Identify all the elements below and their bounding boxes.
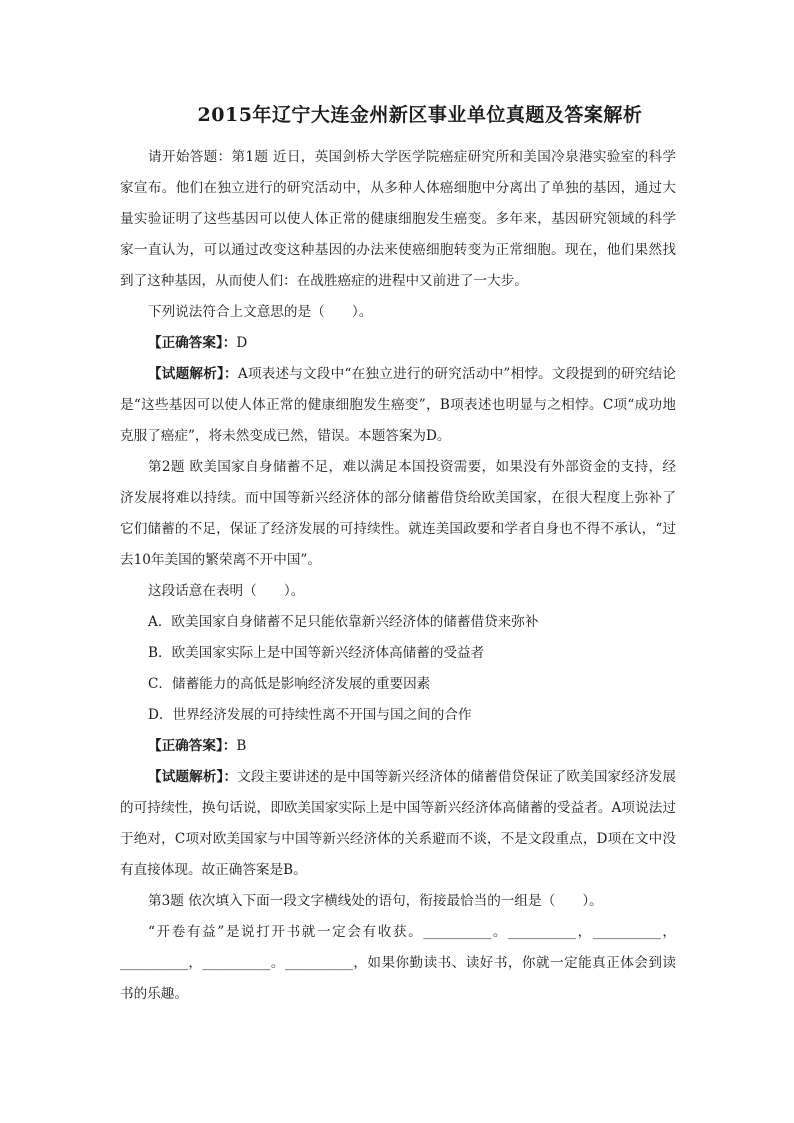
question-2-analysis: [120, 762, 676, 886]
question-1-answer: [120, 328, 676, 359]
question-2-prompt: 这段话意在表明（ ）。: [148, 583, 305, 599]
answer-value: B: [236, 738, 247, 754]
question-2-text: 欧美国家自身储蓄不足，难以满足本国投资需要，如果没有外部资金的支持，经济发展将难以持续。而中国等新兴经济体的部分储蓄借贷给欧美国家，在很大程度上弥补了它们储蓄的不足，保证了经济发展的可持续性。就连美国政要和学者自身也不得不承认，“过去10年美国的繁荣离不开中国”。: [120, 459, 676, 568]
question-1-analysis: [120, 359, 676, 452]
question-3-number: 第3题: [148, 893, 184, 909]
question-3-stem: [120, 886, 676, 917]
answer-value: D: [236, 335, 248, 351]
answer-label: 【正确答案】：: [148, 335, 237, 351]
analysis-label: 【试题解析】：: [148, 769, 238, 785]
analysis-text: 文段主要讲述的是中国等新兴经济体的储蓄借贷保证了欧美国家经济发展的可持续性，换句话说，即欧美国家实际上是中国等新兴经济体高储蓄的受益者。A项说法过于绝对，C项对欧美国家与中国等新兴经济体的关系避而不谈，不是文段重点，D项在文中没有直接体现。故正确答案是B。: [120, 769, 677, 878]
question-2-answer: [120, 731, 676, 762]
answer-label: 【正确答案】：: [148, 738, 237, 754]
question-1-prompt: 下列说法符合上文意思的是（ ）。: [148, 304, 373, 320]
question-3-text: 依次填入下面一段文字横线处的语句，衔接最恰当的一组是（ ）。: [188, 893, 603, 909]
start-prompt: 请开始答题：: [148, 149, 232, 165]
option-b: B．欧美国家实际上是中国等新兴经济体高储蓄的受益者: [148, 645, 485, 661]
option-d: D．世界经济发展的可持续性离不开国与国之间的合作: [148, 707, 472, 723]
option-c: C．储蓄能力的高低是影响经济发展的重要因素: [148, 676, 431, 692]
question-1-stem: [120, 142, 676, 297]
question-1-text: 近日，英国剑桥大学医学院癌症研究所和美国冷泉港实验室的科学家宣布。他们在独立进行的研究活动中，从多种人体癌细胞中分离出了单独的基因，通过大量实验证明了这些基因可以使人体正常的健康细胞发生癌变。多年来，基因研究领域的科学家一直认为，可以通过改变这种基因的办法来使癌细胞转变为正常细胞。现在，他们果然找到了这种基因，从而使人们：在战胜癌症的进程中又前进了一大步。: [120, 149, 676, 289]
option-a: A．欧美国家自身储蓄不足只能依靠新兴经济体的储蓄借贷来弥补: [148, 614, 539, 630]
analysis-text: A项表述与文段中“在独立进行的研究活动中”相悖。文段提到的研究结论是“这些基因可以使人体正常的健康细胞发生癌变”，B项表述也明显与之相悖。C项“成功地克服了癌症”，将未然变成已然，错误。本题答案为D。: [120, 366, 676, 444]
analysis-label: 【试题解析】：: [148, 366, 238, 382]
question-1-number: 第1题: [231, 149, 269, 165]
page-title: 2015年辽宁大连金州新区事业单位真题及答案解析: [197, 104, 643, 126]
question-3-passage: “开卷有益”是说打开书就一定会有收获。__________。__________，__________，__________，__________。__________，如果你勤读书、读好书，你就一定能真正体会到读书的乐趣。: [120, 924, 676, 1002]
question-2-number: 第2题: [148, 459, 185, 475]
question-2-stem: [120, 452, 676, 576]
document-body: [120, 142, 676, 1010]
